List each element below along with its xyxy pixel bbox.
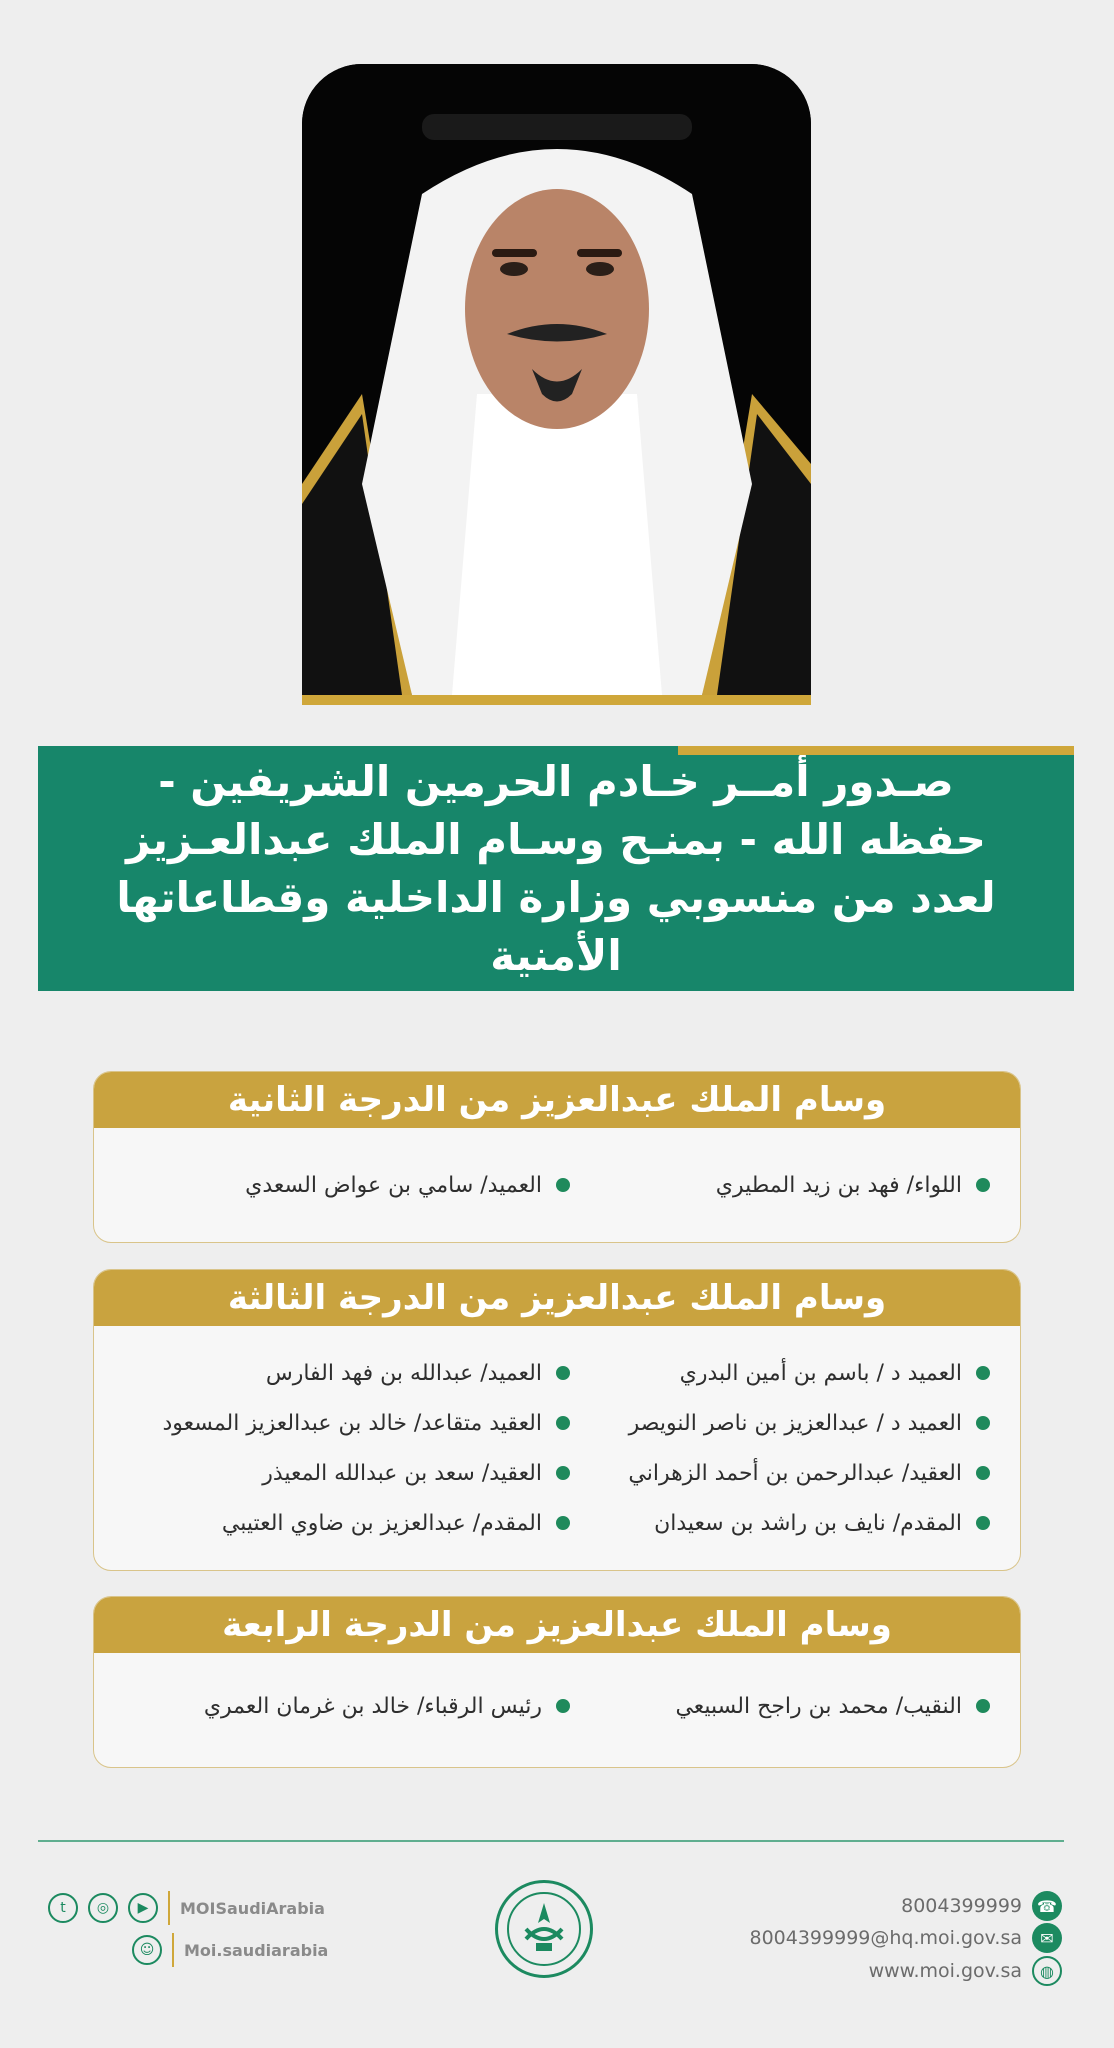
- contact-phone: [901, 1891, 1062, 1921]
- bullet-icon: [556, 1178, 570, 1192]
- snapchat-icon[interactable]: ☺: [132, 1935, 162, 1965]
- snapchat-divider: [172, 1933, 174, 1967]
- portrait-gold-stripe: [302, 695, 811, 705]
- twitter-icon[interactable]: t: [48, 1893, 78, 1923]
- email-icon: ✉: [1032, 1923, 1062, 1953]
- bullet-icon: [556, 1699, 570, 1713]
- list-item: العميد د / عبدالعزيز بن ناصر النويصر: [570, 1398, 990, 1448]
- bullet-icon: [556, 1466, 570, 1480]
- bullet-icon: [976, 1178, 990, 1192]
- footer-divider: [38, 1840, 1064, 1842]
- social-divider: [168, 1891, 170, 1925]
- bullet-icon: [976, 1466, 990, 1480]
- contact-email: [749, 1923, 1062, 1953]
- bullet-icon: [556, 1516, 570, 1530]
- section-heading: وسام الملك عبدالعزيز من الدرجة الرابعة: [94, 1597, 1020, 1653]
- bullet-icon: [976, 1366, 990, 1380]
- list-item: اللواء/ فهد بن زيد المطيري: [570, 1160, 990, 1210]
- email-address[interactable]: 8004399999@hq.moi.gov.sa: [749, 1927, 1022, 1949]
- list-item: العقيد/ عبدالرحمن بن أحمد الزهراني: [570, 1448, 990, 1498]
- list-item: العقيد/ سعد بن عبدالله المعيذر: [150, 1448, 570, 1498]
- list-item: المقدم/ عبدالعزيز بن ضاوي العتيبي: [150, 1498, 570, 1548]
- bullet-icon: [556, 1416, 570, 1430]
- list-item: العقيد متقاعد/ خالد بن عبدالعزيز المسعود: [150, 1398, 570, 1448]
- snapchat-handle[interactable]: Moi.saudiarabia: [184, 1940, 329, 1960]
- bullet-icon: [976, 1516, 990, 1530]
- list-item: العميد/ سامي بن عواض السعدي: [150, 1160, 570, 1210]
- list-item: العميد د / باسم بن أمين البدري: [570, 1348, 990, 1398]
- list-item: العميد/ عبدالله بن فهد الفارس: [150, 1348, 570, 1398]
- instagram-icon[interactable]: ◎: [88, 1893, 118, 1923]
- list-item: رئيس الرقباء/ خالد بن غرمان العمري: [150, 1681, 570, 1731]
- social-row: [48, 1891, 325, 1925]
- headline-banner: [38, 746, 1074, 991]
- headline-title: صـدور أمــر خـادم الحرمين الشريفين - حفظه الله - بمنـح وسـام الملك عبدالعـزيز لعدد من منسوبي وزارة الداخلية وقطاعاتها الأمنية: [116, 756, 996, 980]
- website-link[interactable]: www.moi.gov.sa: [868, 1960, 1022, 1982]
- headline-gold-accent: [678, 746, 1074, 755]
- ministry-emblem-logo: [495, 1880, 593, 1978]
- globe-icon: ◍: [1032, 1956, 1062, 1986]
- bullet-icon: [976, 1416, 990, 1430]
- snapchat-row: [132, 1933, 328, 1967]
- bullet-icon: [556, 1366, 570, 1380]
- section-fourth-class: [93, 1596, 1021, 1768]
- bullet-icon: [976, 1699, 990, 1713]
- list-item: المقدم/ نايف بن راشد بن سعيدان: [570, 1498, 990, 1548]
- youtube-icon[interactable]: ▶: [128, 1893, 158, 1923]
- social-handle[interactable]: MOISaudiArabia: [180, 1898, 325, 1918]
- phone-icon: ☎: [1032, 1891, 1062, 1921]
- phone-number[interactable]: 8004399999: [901, 1895, 1022, 1917]
- portrait-photo: [302, 64, 811, 695]
- section-heading: وسام الملك عبدالعزيز من الدرجة الثالثة: [94, 1270, 1020, 1326]
- section-third-class: [93, 1269, 1021, 1571]
- section-second-class: [93, 1071, 1021, 1243]
- section-heading: وسام الملك عبدالعزيز من الدرجة الثانية: [94, 1072, 1020, 1128]
- contact-website: [869, 1956, 1062, 1986]
- list-item: النقيب/ محمد بن راجح السبيعي: [570, 1681, 990, 1731]
